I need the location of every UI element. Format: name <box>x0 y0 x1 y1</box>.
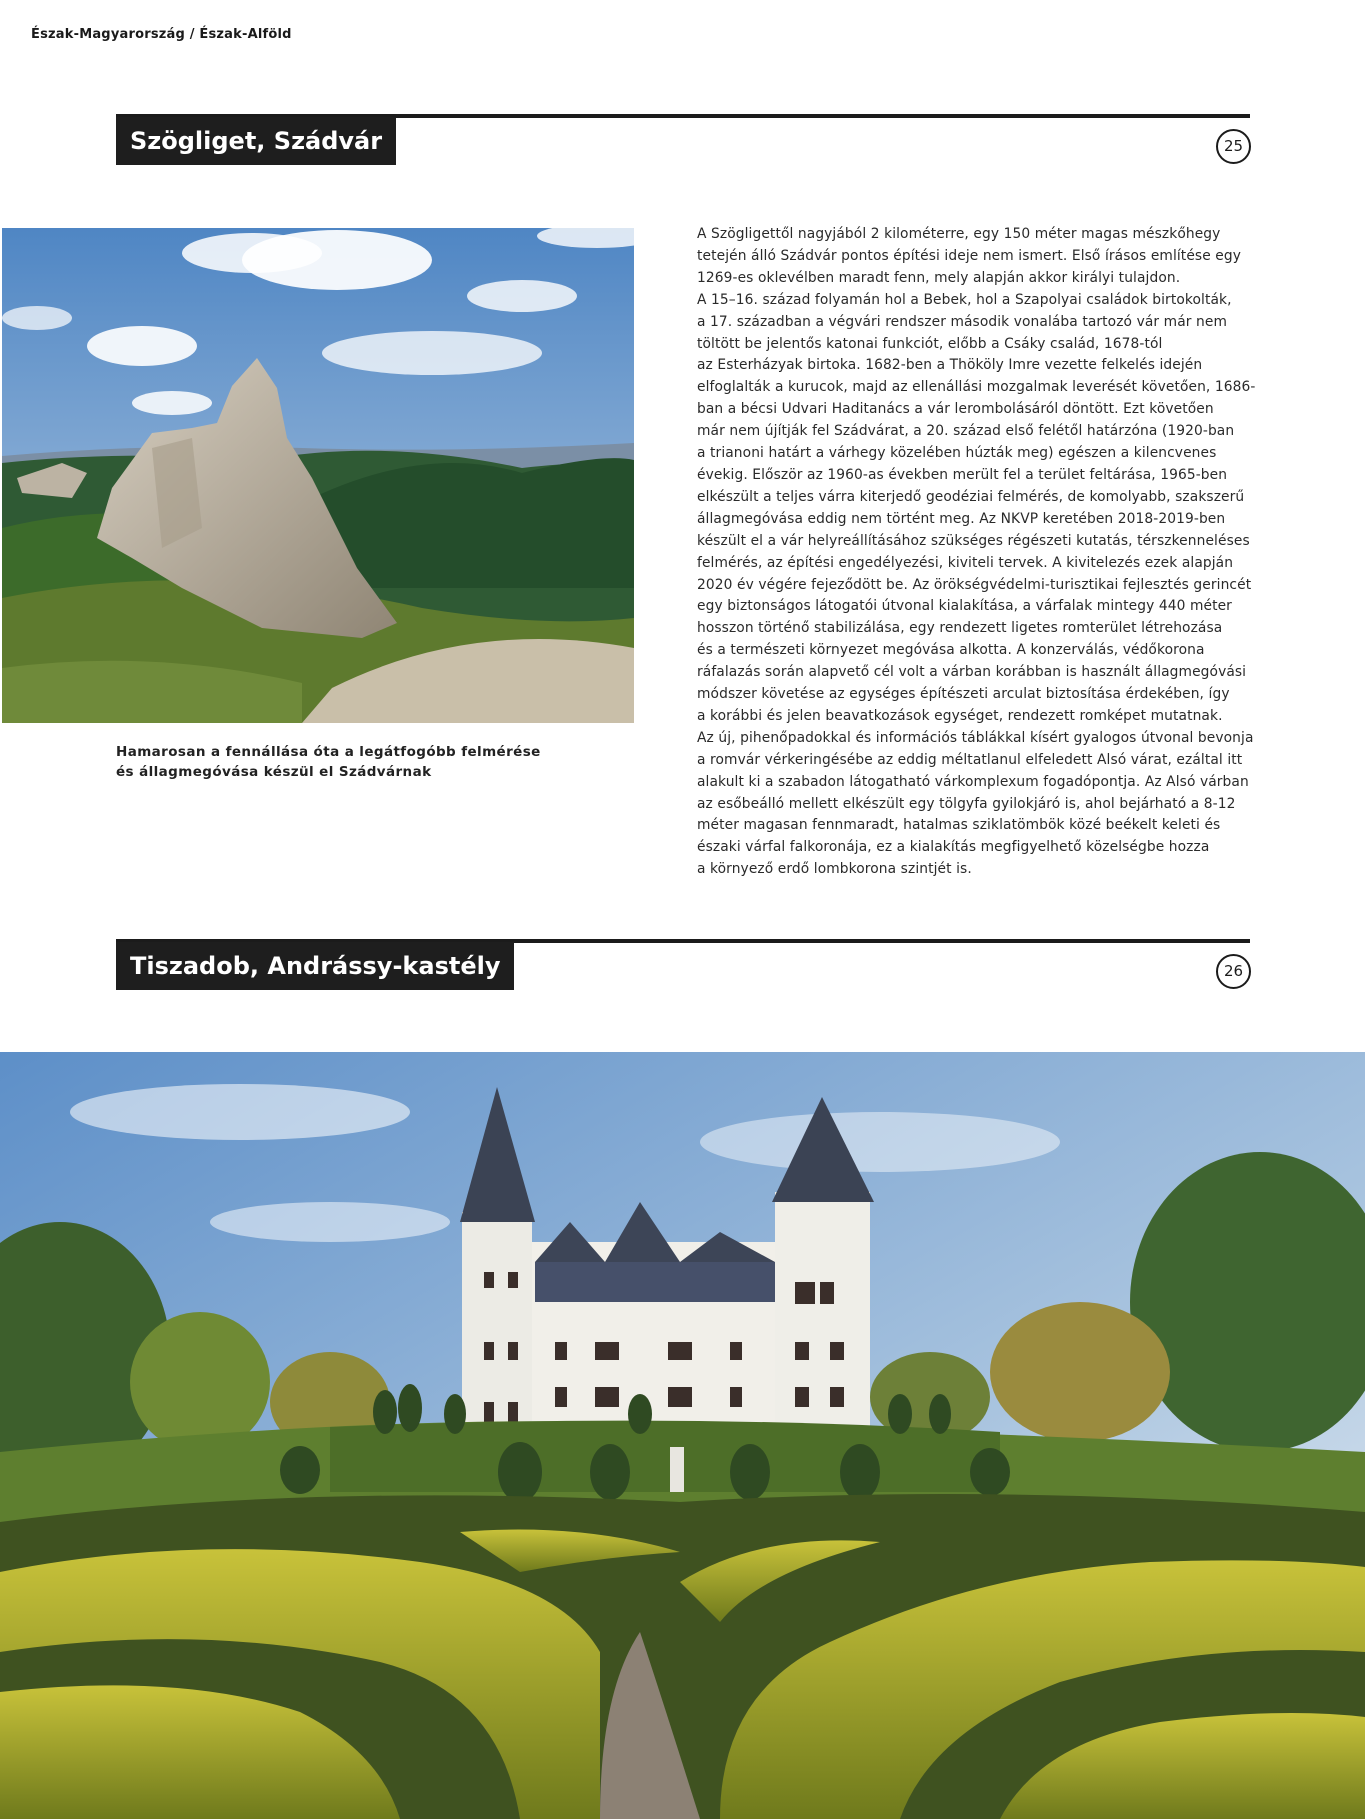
body-line: állagmegóvása eddig nem történt meg. Az NKVP keretében 2018-2019-ben <box>697 510 1226 527</box>
body-line: A 15–16. század folyamán hol a Bebek, hol a Szapolyai családok birtokolták, <box>697 291 1232 308</box>
body-line: a korábbi és jelen beavatkozások egységet, rendezett romképet mutatnak. <box>697 707 1223 724</box>
body-line: az esőbeálló mellett elkészült egy tölgyfa gyilokjáró is, ahol bejárható a 8-12 <box>697 795 1236 812</box>
body-line: a romvár vérkeringésébe az eddig méltatlanul elfeledett Alsó várat, ezáltal itt <box>697 751 1243 768</box>
andrassy-castle-photo <box>0 1052 1365 1819</box>
body-line: módszer követése az egységes építészeti arculat biztosítása érdekében, így <box>697 686 1230 703</box>
body-line: a 17. században a végvári rendszer második vonalába tartozó vár már nem <box>697 313 1227 330</box>
body-line: készült el a vár helyreállításához szükséges régészeti kutatás, térszkenneléses <box>697 532 1250 549</box>
szadvar-ruins-photo <box>2 228 634 723</box>
breadcrumb: Észak-Magyarország / Észak-Alföld <box>31 27 292 42</box>
section-title: Tiszadob, Andrássy-kastély <box>116 942 514 990</box>
body-line: elkészült a teljes várra kiterjedő geodéziai felmérés, de komolyabb, szakszerű <box>697 488 1245 505</box>
body-line: hosszon történő stabilizálása, egy rendezett ligetes romterület létrehozása <box>697 620 1223 637</box>
body-line: Az új, pihenőpadokkal és információs táblákkal kísért gyalogos útvonal bevonja <box>697 729 1254 746</box>
body-line: felmérés, az építési engedélyezési, kiviteli tervek. A kivitelezés ezek alapján <box>697 554 1234 571</box>
body-line: az Esterházyak birtoka. 1682-ben a Thököly Imre vezette felkelés idején <box>697 357 1203 374</box>
article-body <box>697 224 1256 881</box>
section-title: Szögliget, Szádvár <box>116 117 396 165</box>
body-line: tetején álló Szádvár pontos építési ideje nem ismert. Első írásos említése egy <box>697 247 1241 264</box>
body-line: a trianoni határt a várhegy közelében húzták meg) egészen a kilencvenes <box>697 445 1217 462</box>
caption-line: és állagmegóvása készül el Szádvárnak <box>116 764 432 780</box>
body-line: 2020 év végére fejeződött be. Az örökségvédelmi-turisztikai fejlesztés gerincét <box>697 576 1252 593</box>
body-line: alakult ki a szabadon látogatható várkomplexum fogadópontja. Az Alsó várban <box>697 773 1249 790</box>
section-number-badge: 26 <box>1216 954 1251 989</box>
body-line: elfoglalták a kurucok, majd az ellenállási mozgalmak leverését követően, 1686- <box>697 379 1256 396</box>
body-line: 1269-es oklevélben maradt fenn, mely alapján akkor királyi tulajdon. <box>697 269 1181 286</box>
section-number-badge: 25 <box>1216 129 1251 164</box>
caption-line: Hamarosan a fennállása óta a legátfogóbb felmérése <box>116 744 541 760</box>
body-line: ban a bécsi Udvari Haditanács a vár lerombolásáról döntött. Ezt követően <box>697 401 1214 418</box>
body-line: már nem újítják fel Szádvárat, a 20. század első felétől határzóna (1920-ban <box>697 423 1235 440</box>
body-line: töltött be jelentős katonai funkciót, előbb a Csáky család, 1678-tól <box>697 335 1163 352</box>
body-line: A Szögligettől nagyjából 2 kilométerre, egy 150 méter magas mészkőhegy <box>697 226 1221 242</box>
body-line: évekig. Először az 1960-as években merült fel a terület feltárása, 1965-ben <box>697 466 1228 483</box>
body-line: egy biztonságos látogatói útvonal kialakítása, a várfalak mintegy 440 méter <box>697 598 1232 615</box>
body-line: a környező erdő lombkorona szintjét is. <box>697 861 972 878</box>
photo-caption <box>116 742 556 782</box>
body-line: ráfalazás során alapvető cél volt a várban korábban is használt állagmegóvási <box>697 664 1247 681</box>
body-line: és a természeti környezet megóvása alkotta. A konzerválás, védőkorona <box>697 642 1205 659</box>
body-line: északi várfal falkoronája, ez a kialakítás megfigyelhető közelségbe hozza <box>697 839 1210 856</box>
body-line: méter magasan fennmaradt, hatalmas sziklatömbök közé beékelt keleti és <box>697 817 1221 834</box>
